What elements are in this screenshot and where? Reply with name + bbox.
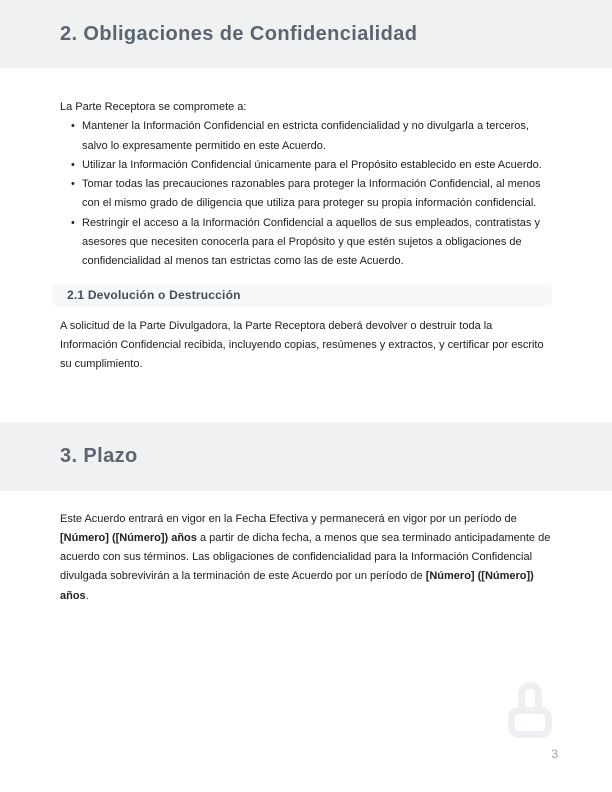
- list-item: • Tomar todas las precauciones razonables para proteger la Información Confidencial, al menos con el mismo grado de diligencia que utiliza para proteger su propia información confidencial.: [82, 175, 552, 214]
- body-segment: Este Acuerdo entrará en vigor en la Fecha Efectiva y permanecerá en vigor por un período de: [60, 512, 517, 525]
- list-item: • Utilizar la Información Confidencial únicamente para el Propósito establecido en este Acuerdo.: [82, 156, 552, 175]
- page-number: 3: [551, 747, 558, 761]
- section-2-header: [0, 0, 612, 68]
- body-segment: .: [85, 589, 89, 602]
- lock-icon: [508, 682, 552, 738]
- body-segment: a partir de dicha fecha, a menos que sea terminado anticipadamente de acuerdo con sus términos. Las obligaciones de confidencialidad para la Información Confidencial divulgada sobrevivirán a la terminación de este Acuerdo por un período de: [60, 531, 551, 583]
- section-2-content: [0, 98, 612, 375]
- subsection-2-1-body: A solicitud de la Parte Divulgadora, la Parte Receptora deberá devolver o destruir toda la Información Confidencial recibida, incluyendo copias, resúmenes y extractos, y certificar por escrito su cumplimiento.: [60, 319, 544, 371]
- subsection-2-1-heading: 2.1 Devolución o Destrucción: [67, 287, 241, 302]
- obligations-list: [60, 117, 552, 271]
- placeholder-number-years: [Número] ([Número]) años: [60, 570, 534, 602]
- section-2-heading: 2. Obligaciones de Confidencialidad: [60, 22, 418, 45]
- intro-paragraph: La Parte Receptora se compromete a:: [60, 101, 247, 113]
- subsection-2-1-header: [52, 284, 552, 307]
- section-3-heading: 3. Plazo: [60, 444, 138, 467]
- section-3-header: [0, 422, 612, 491]
- placeholder-number-years: [Número] ([Número]) años: [60, 531, 197, 544]
- list-item: • Restringir el acceso a la Información Confidencial a aquellos de sus empleados, contratistas y asesores que necesiten conocerla para el Propósito y que estén sujetos a obligaciones de confidencialidad al menos tan estrictas como las de este Acuerdo.: [82, 214, 552, 272]
- list-item: • Mantener la Información Confidencial en estricta confidencialidad y no divulgarla a terceros, salvo lo expresamente permitido en este Acuerdo.: [82, 117, 552, 156]
- section-3-body: [60, 510, 552, 606]
- section-3-content: [0, 510, 612, 606]
